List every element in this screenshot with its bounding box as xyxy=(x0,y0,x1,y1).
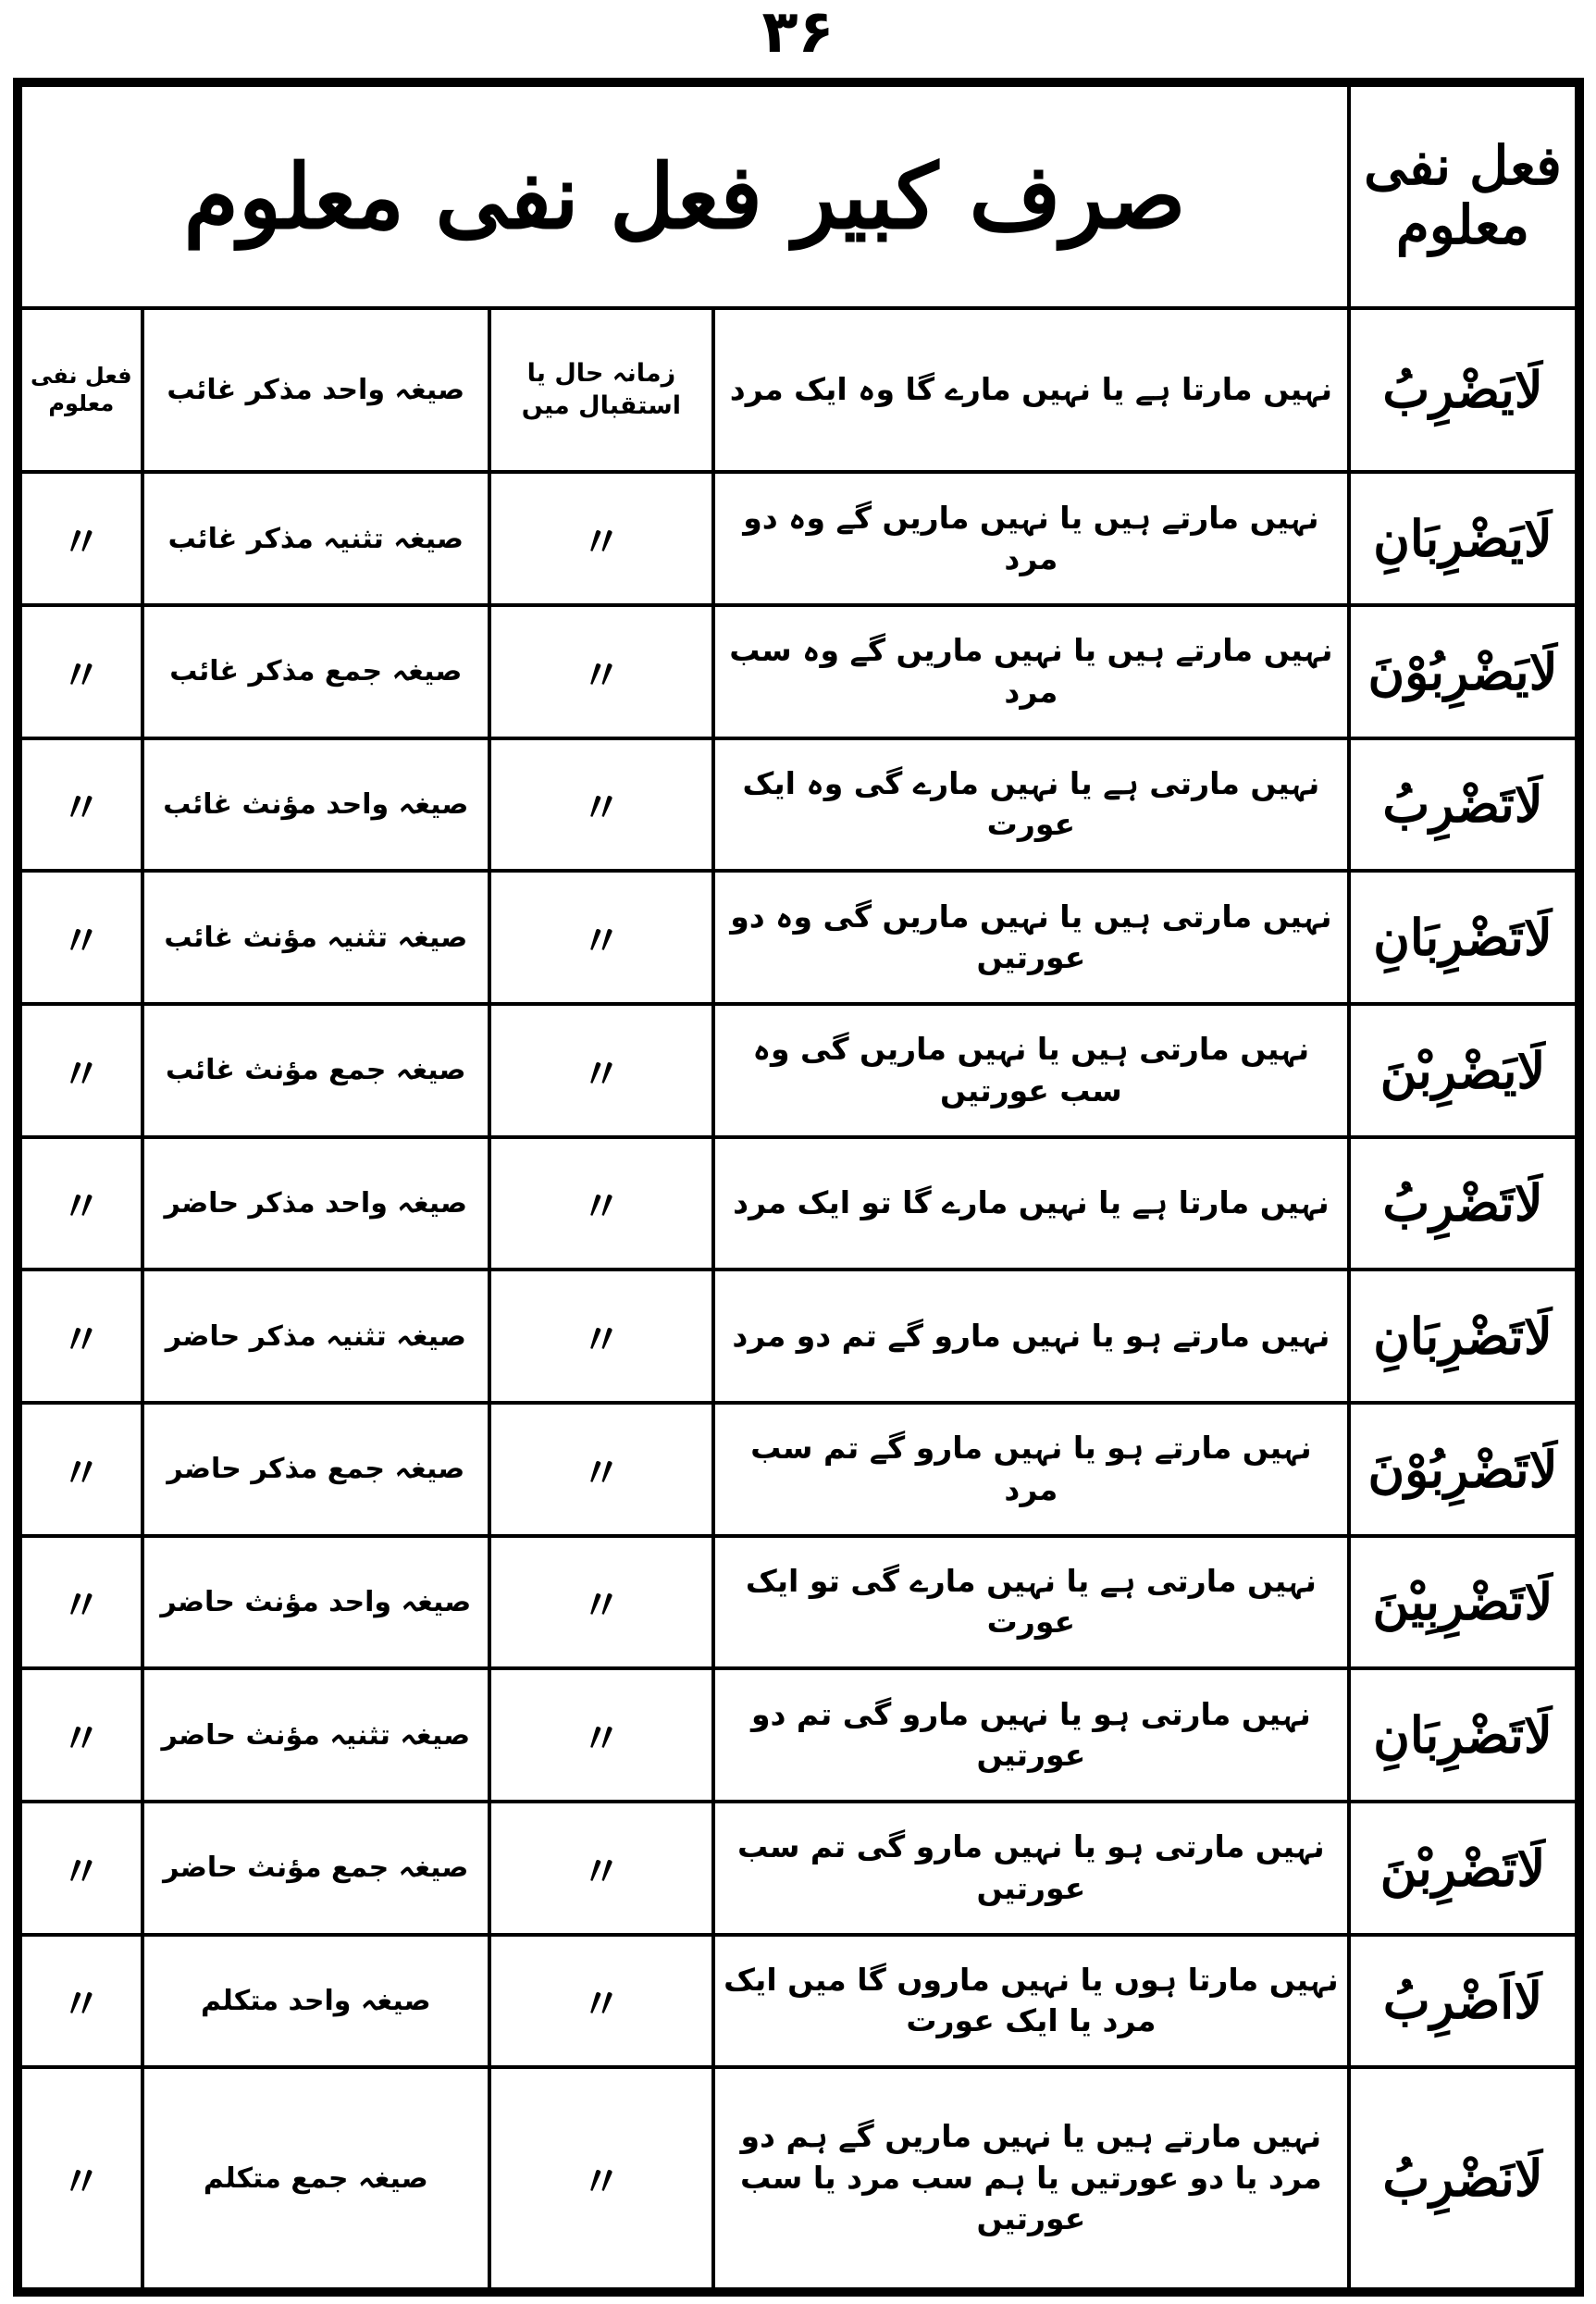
table-row xyxy=(20,1668,1577,1802)
tense-ditto-cell: 〃 xyxy=(489,1403,713,1536)
verb-cell: لَاتَضْرِبَانِ xyxy=(1349,1270,1577,1403)
tense-ditto-cell: 〃 xyxy=(489,1935,713,2068)
table-row xyxy=(20,2067,1577,2289)
tense-ditto-cell: 〃 xyxy=(489,1270,713,1403)
type-ditto-cell: 〃 xyxy=(20,871,142,1004)
type-ditto-cell: 〃 xyxy=(20,1270,142,1403)
verb-cell: لَایَضْرِبُوْنَ xyxy=(1349,605,1577,738)
form-cell: صیغہ واحد متکلم xyxy=(142,1935,489,2068)
tense-ditto-cell: 〃 xyxy=(489,871,713,1004)
verb-cell: لَاتَضْرِبُ xyxy=(1349,1137,1577,1270)
type-ditto-cell: 〃 xyxy=(20,1935,142,2068)
meaning-cell: نہیں مارتے ہیں یا نہیں ماریں گے وہ سب مرد xyxy=(713,605,1349,738)
tense-cell: زمانہ حال یا استقبال میں xyxy=(489,308,713,473)
meaning-cell: نہیں مارتی ہیں یا نہیں ماریں گی وہ سب عورتیں xyxy=(713,1004,1349,1137)
form-cell: صیغہ واحد مذکر غائب xyxy=(142,308,489,473)
verb-cell: لَاتَضْرِبَانِ xyxy=(1349,1668,1577,1802)
tense-ditto-cell: 〃 xyxy=(489,1668,713,1802)
verb-cell: لَاتَضْرِبُوْنَ xyxy=(1349,1403,1577,1536)
tense-ditto-cell: 〃 xyxy=(489,1536,713,1669)
table-row xyxy=(20,1935,1577,2068)
form-cell: صیغہ واحد مذکر حاضر xyxy=(142,1137,489,1270)
meaning-cell: نہیں مارتے ہو یا نہیں مارو گے تم سب مرد xyxy=(713,1403,1349,1536)
type-ditto-cell: 〃 xyxy=(20,1536,142,1669)
type-ditto-cell: 〃 xyxy=(20,605,142,738)
header-row xyxy=(20,308,1577,473)
verb-cell: لَایَضْرِبْنَ xyxy=(1349,1004,1577,1137)
type-cell: فعل نفی معلوم xyxy=(20,308,142,473)
table-row xyxy=(20,1403,1577,1536)
verb-cell: لَاتَضْرِبْنَ xyxy=(1349,1802,1577,1935)
verb-cell: لَاتَضْرِبِیْنَ xyxy=(1349,1536,1577,1669)
meaning-cell: نہیں مارتا ہوں یا نہیں ماروں گا میں ایک مرد یا ایک عورت xyxy=(713,1935,1349,2068)
tense-ditto-cell: 〃 xyxy=(489,1137,713,1270)
type-ditto-cell: 〃 xyxy=(20,1004,142,1137)
meaning-cell: نہیں مارتے ہیں یا نہیں ماریں گے وہ دو مرد xyxy=(713,472,1349,605)
verb-cell: لَانَضْرِبُ xyxy=(1349,2067,1577,2289)
tense-ditto-cell: 〃 xyxy=(489,1004,713,1137)
type-ditto-cell: 〃 xyxy=(20,2067,142,2289)
meaning-cell: نہیں مارتے ہیں یا نہیں ماریں گے ہم دو مرد یا دو عورتیں یا ہم سب مرد یا سب عورتیں xyxy=(713,2067,1349,2289)
meaning-cell: نہیں مارتی ہو یا نہیں مارو گی تم دو عورتیں xyxy=(713,1668,1349,1802)
tense-ditto-cell: 〃 xyxy=(489,738,713,872)
table-title: صرف کبیر فعل نفی معلوم xyxy=(20,85,1349,308)
form-cell: صیغہ تثنیہ مؤنث غائب xyxy=(142,871,489,1004)
meaning-cell: نہیں مارتے ہو یا نہیں مارو گے تم دو مرد xyxy=(713,1270,1349,1403)
form-cell: صیغہ جمع مذکر غائب xyxy=(142,605,489,738)
type-ditto-cell: 〃 xyxy=(20,1802,142,1935)
table-row xyxy=(20,1004,1577,1137)
title-row xyxy=(20,85,1577,308)
conjugation-table xyxy=(19,83,1578,2291)
table-row xyxy=(20,605,1577,738)
form-cell: صیغہ تثنیہ مؤنث حاضر xyxy=(142,1668,489,1802)
type-ditto-cell: 〃 xyxy=(20,472,142,605)
meaning-cell: نہیں مارتی ہے یا نہیں مارے گی وہ ایک عورت xyxy=(713,738,1349,872)
form-cell: صیغہ جمع مؤنث حاضر xyxy=(142,1802,489,1935)
tense-ditto-cell: 〃 xyxy=(489,605,713,738)
type-ditto-cell: 〃 xyxy=(20,1403,142,1536)
tense-ditto-cell: 〃 xyxy=(489,2067,713,2289)
tense-ditto-cell: 〃 xyxy=(489,1802,713,1935)
form-cell: صیغہ واحد مؤنث حاضر xyxy=(142,1536,489,1669)
table-row xyxy=(20,1270,1577,1403)
verb-cell: لَایَضْرِبَانِ xyxy=(1349,472,1577,605)
tense-ditto-cell: 〃 xyxy=(489,472,713,605)
meaning-cell: نہیں مارتا ہے یا نہیں مارے گا تو ایک مرد xyxy=(713,1137,1349,1270)
verb-cell: لَاتَضْرِبُ xyxy=(1349,738,1577,872)
verb-cell: لَااَضْرِبُ xyxy=(1349,1935,1577,2068)
meaning-cell: نہیں مارتا ہے یا نہیں مارے گا وہ ایک مرد xyxy=(713,308,1349,473)
type-ditto-cell: 〃 xyxy=(20,1137,142,1270)
verb-cell: لَاتَضْرِبَانِ xyxy=(1349,871,1577,1004)
form-cell: صیغہ تثنیہ مذکر غائب xyxy=(142,472,489,605)
meaning-cell: نہیں مارتی ہے یا نہیں مارے گی تو ایک عورت xyxy=(713,1536,1349,1669)
meaning-cell: نہیں مارتی ہیں یا نہیں ماریں گی وہ دو عورتیں xyxy=(713,871,1349,1004)
conjugation-table-frame xyxy=(13,78,1584,2297)
type-ditto-cell: 〃 xyxy=(20,738,142,872)
type-ditto-cell: 〃 xyxy=(20,1668,142,1802)
table-row xyxy=(20,871,1577,1004)
form-cell: صیغہ جمع مذکر حاضر xyxy=(142,1403,489,1536)
verb-cell: لَایَضْرِبُ xyxy=(1349,308,1577,473)
table-row xyxy=(20,1536,1577,1669)
form-cell: صیغہ جمع مؤنث غائب xyxy=(142,1004,489,1137)
page-number: ۳۶ xyxy=(761,0,835,67)
table-row xyxy=(20,738,1577,872)
table-row xyxy=(20,472,1577,605)
form-cell: صیغہ واحد مؤنث غائب xyxy=(142,738,489,872)
table-row xyxy=(20,1137,1577,1270)
table-row xyxy=(20,1802,1577,1935)
form-cell: صیغہ تثنیہ مذکر حاضر xyxy=(142,1270,489,1403)
form-cell: صیغہ جمع متکلم xyxy=(142,2067,489,2289)
title-side: فعل نفی معلوم xyxy=(1349,85,1577,308)
meaning-cell: نہیں مارتی ہو یا نہیں مارو گی تم سب عورتیں xyxy=(713,1802,1349,1935)
